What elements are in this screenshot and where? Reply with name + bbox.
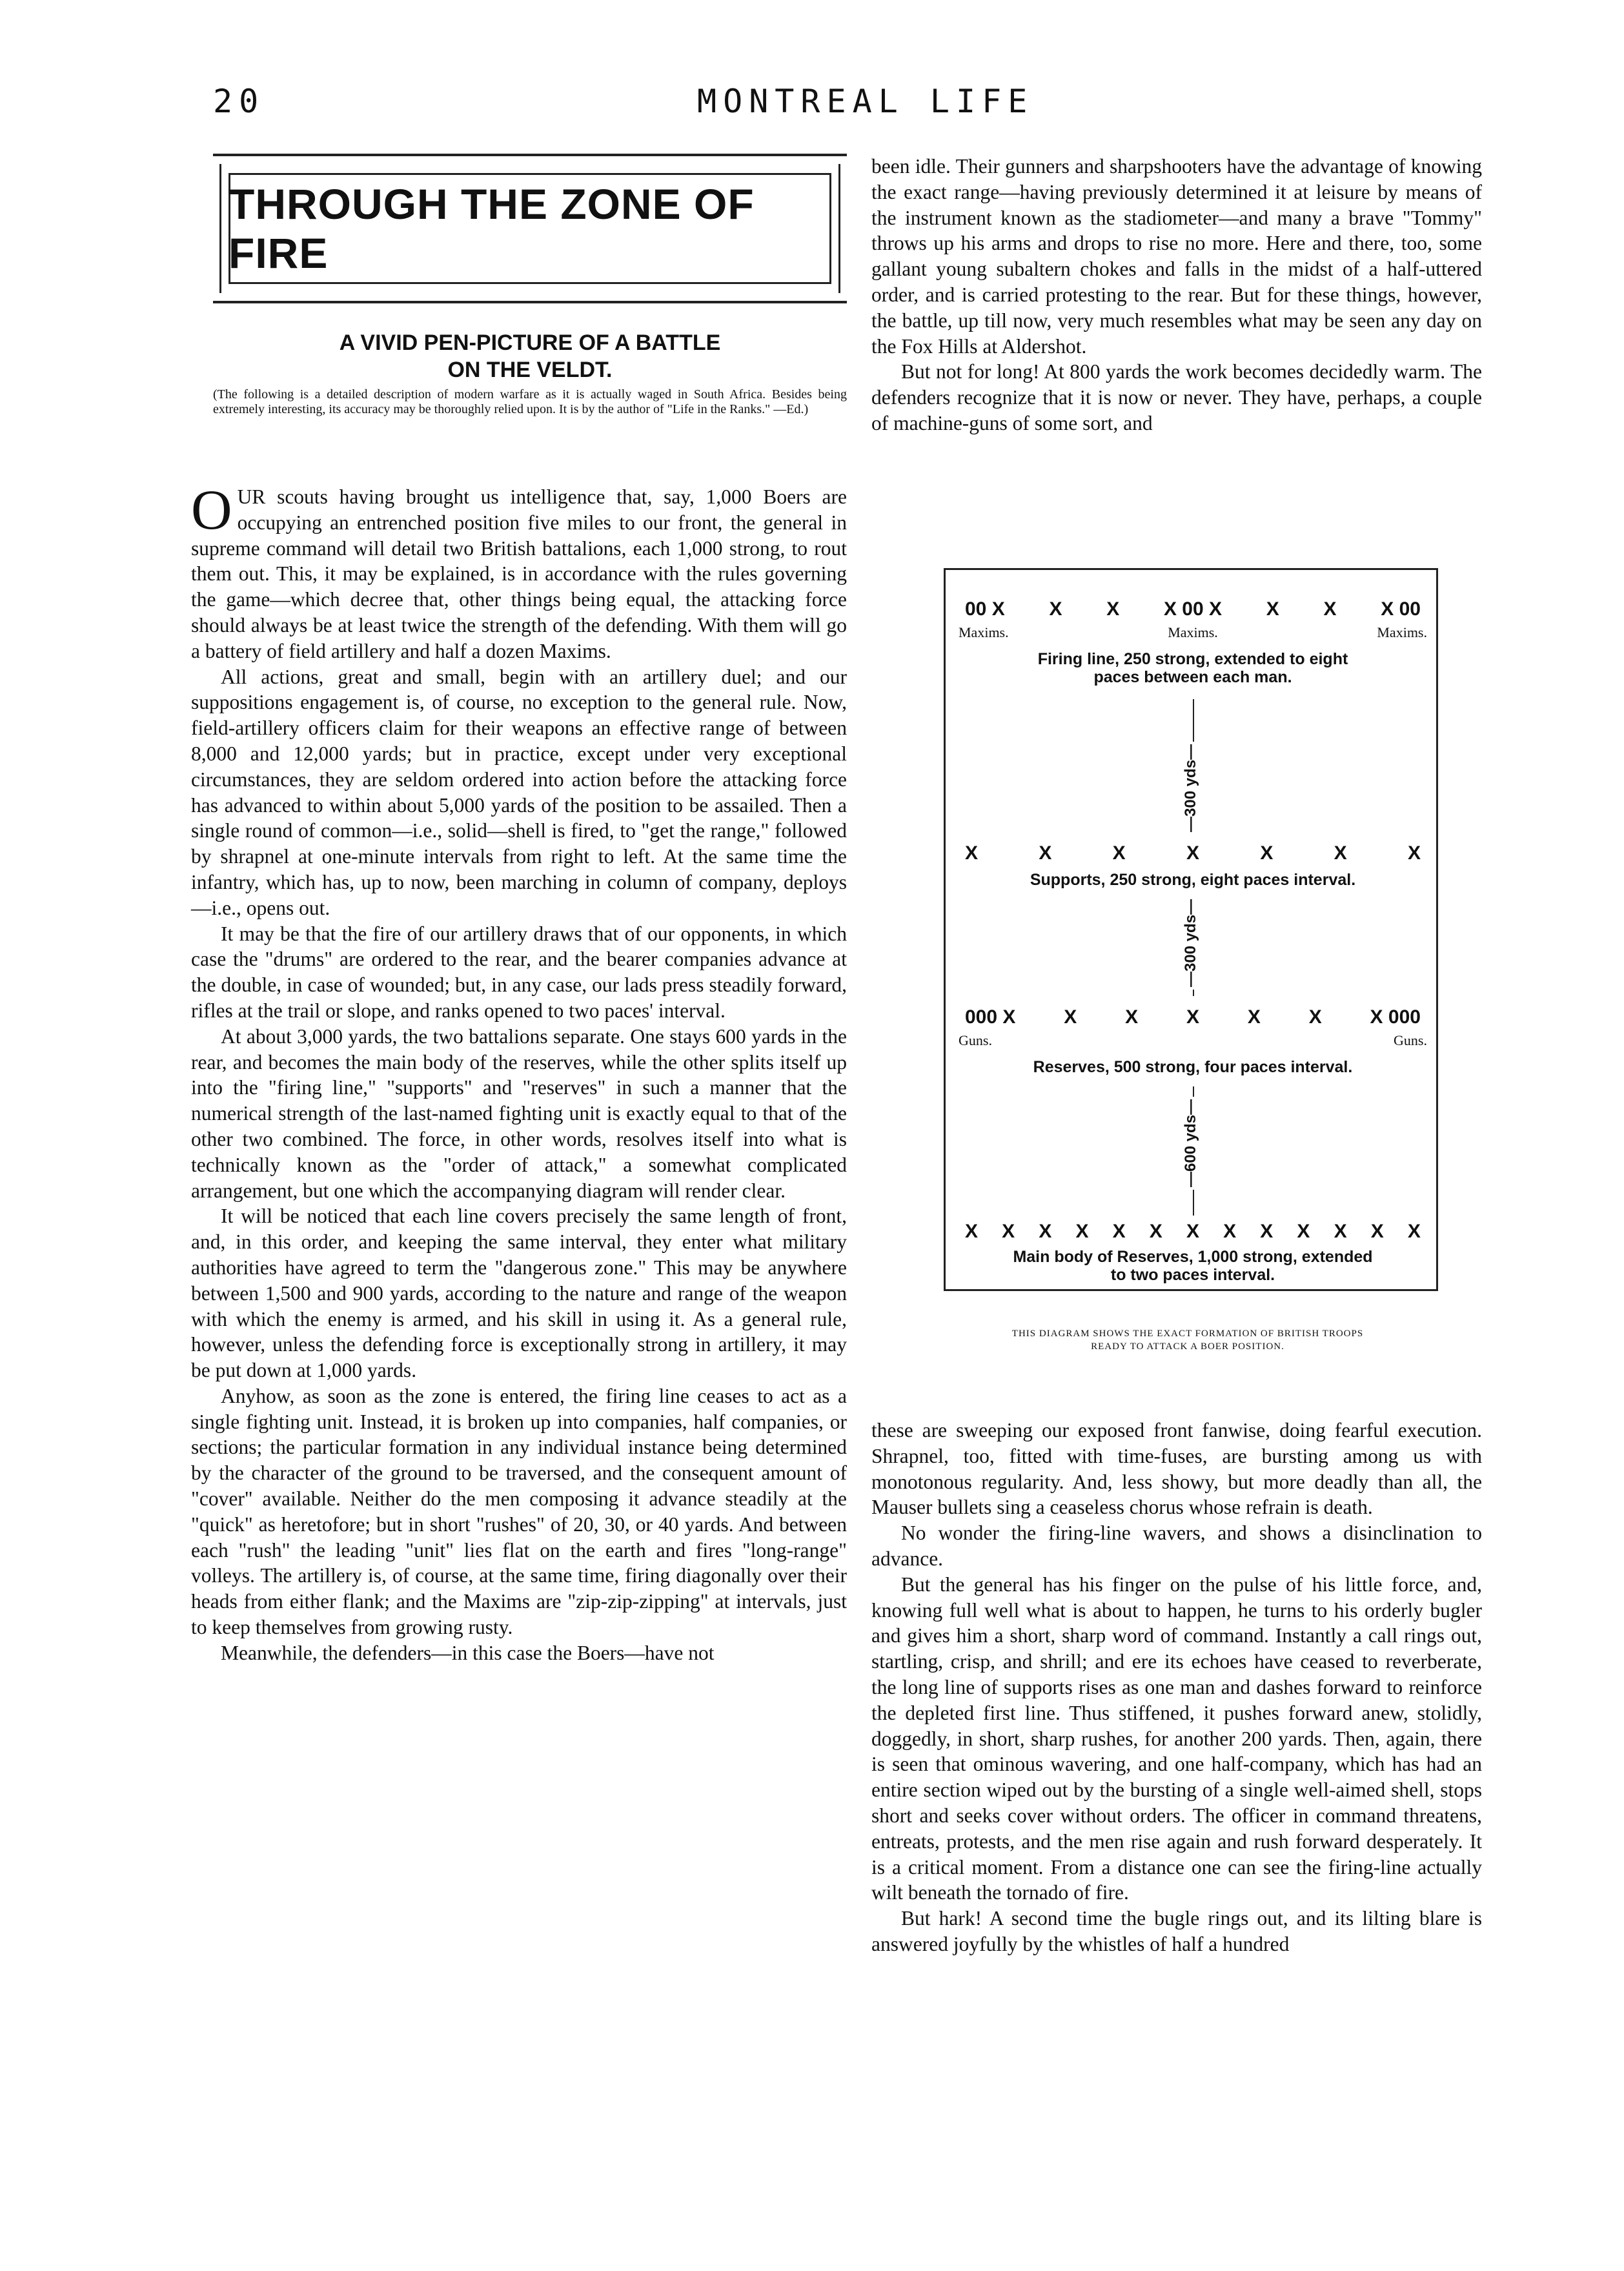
- mark: X: [1266, 598, 1279, 620]
- paragraph: been idle. Their gunners and sharpshooters have the advantage of knowing the exact range—having previously determined it at leisure by means of the instrument known as the stadiometer—and many a brave "Tommy" throws up his arms and drops to rise no more. Here and there, too, some gallant young subaltern chokes and falls in the midst of a half-uttered order, and is carried protesting to the rear. But for these things, however, the battle, up till now, very much resembles what may be seen any day on the Fox Hills at Aldershot.: [871, 155, 1482, 358]
- article-subtitle-line2: ON THE VELDT.: [447, 358, 613, 382]
- paragraph: At about 3,000 yards, the two battalions separate. One stays 600 yards in the rear, and becomes the main body of the reserves, while the other splits itself up into the "firing line," "supports" and "reserves" in such a manner that the numerical strength of the last-named fighting unit is exactly equal to that of the other two combined. The force, in other words, resolves itself into what is technically known as the "order of attack," a somewhat complicated arrangement, but one which the accompanying diagram will render clear.: [191, 1024, 847, 1202]
- figure-caption: THIS DIAGRAM SHOWS THE EXACT FORMATION OF BRITISH TROOPS READY TO ATTACK A BOER POSITION.: [1011, 1329, 1364, 1352]
- paragraph: No wonder the firing-line wavers, and shows a disinclination to advance.: [871, 1522, 1482, 1570]
- page-number: 20: [213, 83, 265, 120]
- mark: X: [1323, 598, 1337, 620]
- article-title-box: [213, 154, 847, 303]
- paragraph: But not for long! At 800 yards the work becomes decidedly warm. The defenders recognize that it is now or never. They have, perhaps, a couple of machine-guns of some sort, and: [871, 360, 1482, 434]
- paragraph: It may be that the fire of our artillery draws that of our opponents, in which case the "drums" are ordered to the rear, and the bearer companies advance at the double, in case of wounded; but, in any case, our lads press steadily forward, rifles at the trail or slope, and ranks opened to two paces' interval.: [191, 922, 847, 1022]
- mark: X 00: [1381, 598, 1421, 620]
- paragraph: All actions, great and small, begin with an artillery duel; and our suppositions engagement is, of course, no exception to the general rule. Now, field-artillery officers claim for their weapons an effective range of between 8,000 and 12,000 yards; but in practice, except under very exceptional circumstances, they are seldom ordered into action before the attacking force has advanced to within about 5,000 yards of the position to be assailed. Then a single round of common—i.e., solid—shell is fired, to "get the range," followed by shrapnel at one-minute intervals from right to left. At the same time the infantry, which has, up to now, been marching in column of company, deploys—i.e., opens out.: [191, 665, 847, 919]
- article-subtitle-line1: A VIVID PEN-PICTURE OF A BATTLE: [339, 331, 721, 355]
- maxim-label: Maxims.: [1168, 624, 1218, 640]
- main-body-row: X X X X X X X X X X X X X: [965, 1221, 1421, 1242]
- editor-note: (The following is a detailed description of modern warfare as it is actually waged in South Africa. Besides being extremely interesting, its accuracy may be thoroughly relied upon. It is by the author of "Life in the Ranks." —Ed.): [213, 387, 847, 416]
- supports-caption: Supports, 250 strong, eight paces interval.: [1030, 871, 1356, 889]
- firing-line-caption: Firing line, 250 strong, extended to eight paces between each man.: [1037, 650, 1348, 686]
- paragraph: But the general has his finger on the pulse of his little force, and, knowing full well what is about to happen, he turns to his orderly bugler and gives him a short, sharp word of command. Instantly a call rings out, startling, crisp, and shrill; and ere its echoes have ceased to reverberate, the long line of supports rises as one man and dashes forward to reinforce the depleted first line. Thus stiffened, it pushes forward anew, stolidly, doggedly, in short, sharp rushes, for another 200 yards. Then, again, there is seen that ominous wavering, and one half-company, which has had an entire section wiped out by the bursting of a single well-aimed shell, stops short and seeks cover without orders. The officer in command threatens, entreats, protests, and the men rise again and rush forward desperately. It is a critical moment. From a distance one can see the firing-line actually wilt beneath the tornado of fire.: [871, 1573, 1482, 1904]
- right-column-bottom: [871, 1418, 1482, 1957]
- article-title: THROUGH THE ZONE OF FIRE: [228, 180, 755, 277]
- drop-cap: O: [191, 479, 232, 542]
- maxim-labels: [959, 624, 1427, 641]
- maxim-label: Maxims.: [1377, 624, 1427, 640]
- mark: X: [1106, 598, 1120, 620]
- paragraph: Anyhow, as soon as the zone is entered, the firing line ceases to act as a single fighting unit. Instead, it is broken up into companies, half companies, or sections; the particular formation in any individual instance being determined by the character of the ground to be traversed, and the consequent amount of "cover" available. Neither do the men composing it advance steadily at the "quick" as heretofore; but in short "rushes" of 20, 30, or 40 yards. And between each "rush" the leading "unit" lies flat on the earth and fires "long-range" volleys. The artillery is, of course, at the same time, firing diagonally over their heads from either flank; and the Maxims are "zip-zip-zipping" at intervals, just to keep themselves from growing rusty.: [191, 1384, 847, 1639]
- gun-labels: Guns. Guns.: [959, 1032, 1427, 1048]
- paragraph: these are sweeping our exposed front fanwise, doing fearful execution. Shrapnel, too, fitted with time-fuses, are bursting among us with monotonous regularity. And, less showy, but more deadly than all, the Mauser bullets sing a ceaseless chorus whose refrain is death.: [871, 1419, 1482, 1519]
- paragraph: But hark! A second time the bugle rings out, and its lilting blare is answered joyfully by the whistles of half a hundred: [871, 1907, 1482, 1955]
- supports-row: X X X X X X X: [965, 842, 1421, 864]
- left-column: [191, 479, 847, 1666]
- gap1-label: —300 yds—: [1182, 742, 1200, 835]
- reserves-caption: Reserves, 500 strong, four paces interval.: [1033, 1058, 1353, 1076]
- firing-line-row: [965, 598, 1421, 620]
- main-body-caption-line1: Main body of Reserves, 1,000 strong, extended: [1013, 1248, 1373, 1266]
- right-column-top: [871, 154, 1482, 436]
- reserves-row: 000 X X X X X X X 000: [965, 1006, 1421, 1028]
- paragraph: It will be noticed that each line covers precisely the same length of front, and, in this order, and keeping the same interval, they enter what military authorities have agreed to term the "dangerous zone." This may be anywhere between 1,500 and 900 yards, according to the nature and range of the weapon with which the enemy is armed, and his skill in using it. As a general rule, however, unless the defending force is exceptionally strong in artillery, it may be put down at 1,000 yards.: [191, 1205, 847, 1382]
- mark: X: [1049, 598, 1062, 620]
- gap3-label: —600 yds—: [1182, 1097, 1200, 1190]
- paragraph: OUR scouts having brought us intelligence that, say, 1,000 Boers are occupying an entrenched position five miles to our front, the general in supreme command will detail two British battalions, each 1,000 strong, to rout them out. This, it may be explained, is in accordance with the rules governing the game—which decree that, other things being equal, the attacking force should always be at least twice the strength of the defending. With them will go a battery of field artillery and half a dozen Maxims.: [191, 479, 847, 662]
- mark: 00 X: [965, 598, 1005, 620]
- paragraph: Meanwhile, the defenders—in this case the Boers—have not: [221, 1641, 715, 1664]
- gap2-label: —300 yds—: [1182, 897, 1200, 990]
- main-body-caption-line2: to two paces interval.: [1110, 1266, 1275, 1284]
- magazine-title: MONTREAL LIFE: [697, 83, 1034, 120]
- formation-diagram: [944, 568, 1438, 1291]
- maxim-label: Maxims.: [959, 624, 1009, 640]
- mark: X 00 X: [1163, 598, 1223, 620]
